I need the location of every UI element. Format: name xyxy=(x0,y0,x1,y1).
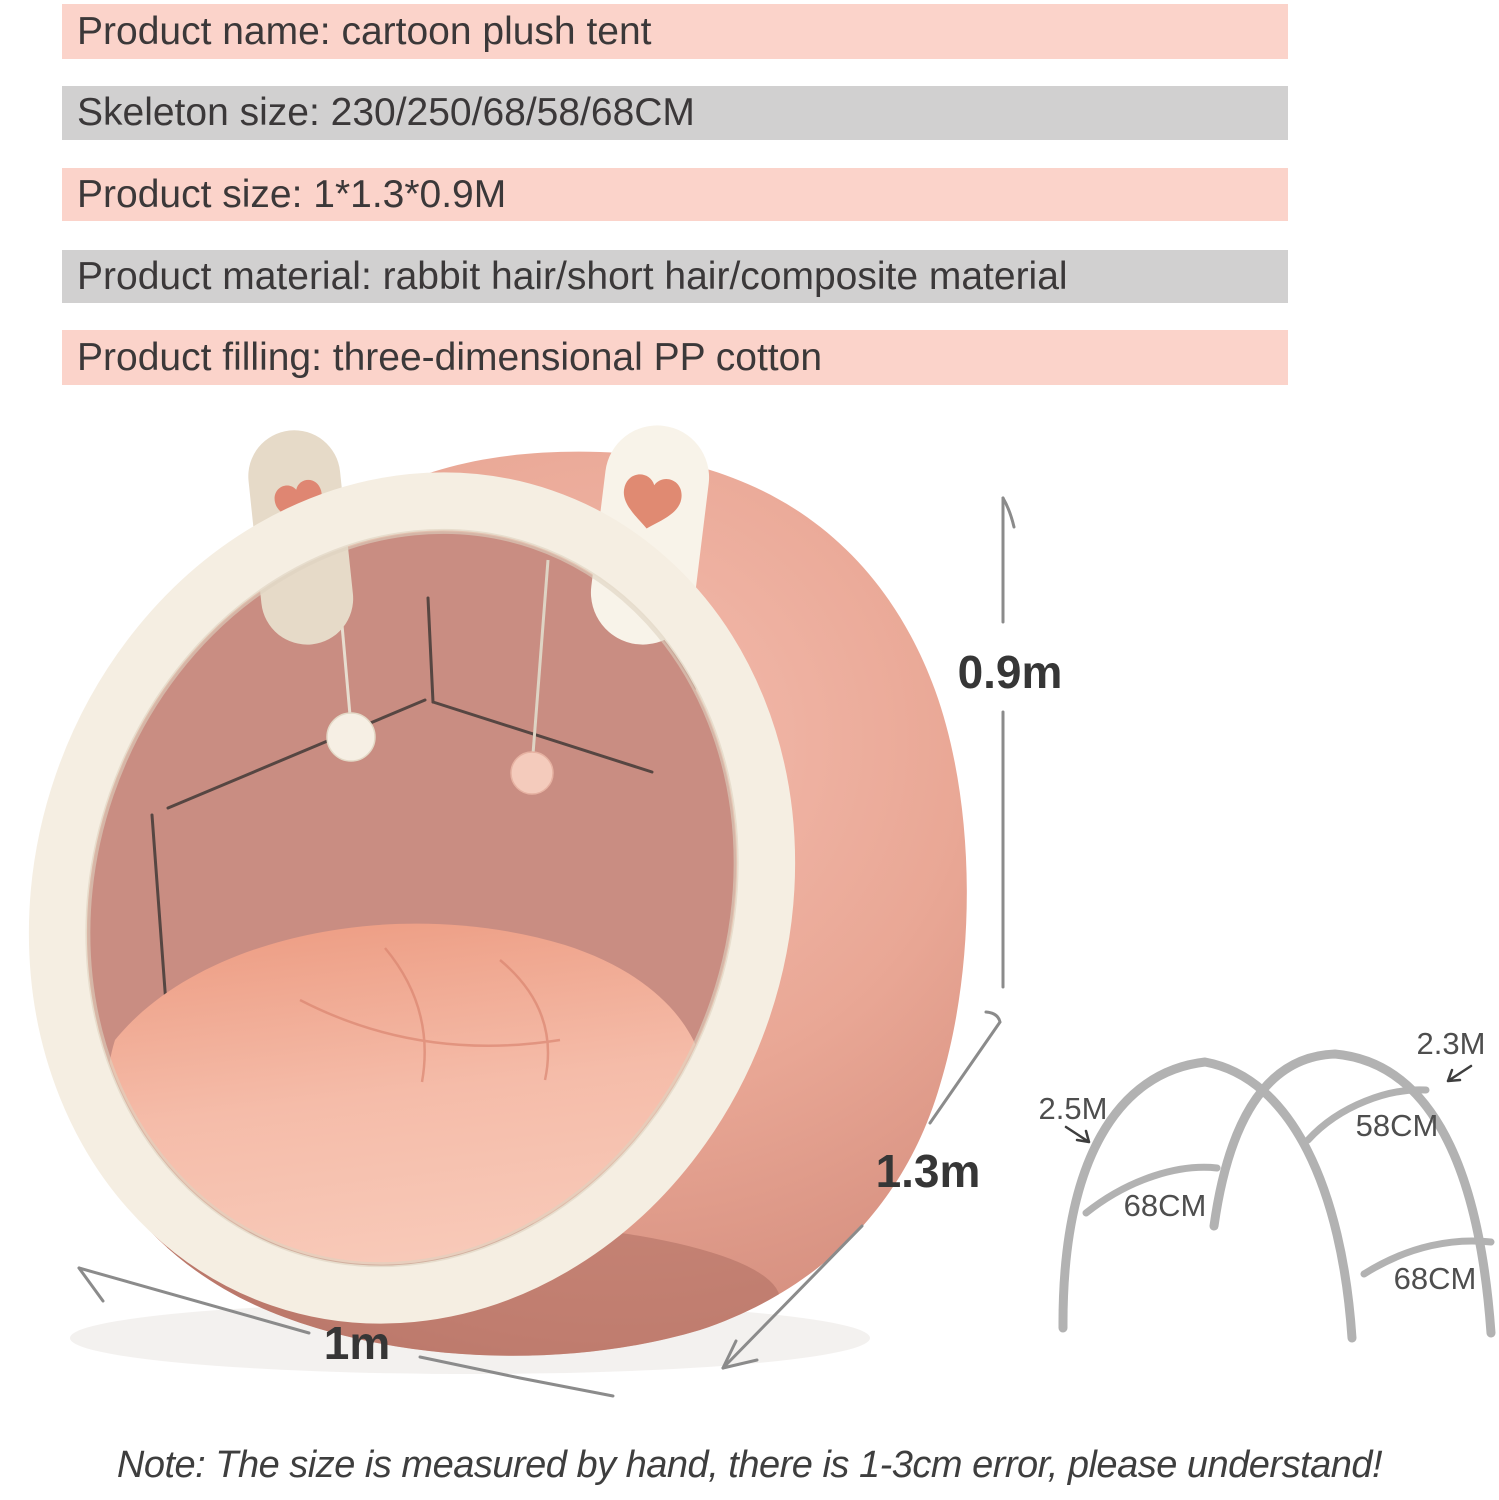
height-dimension-label: 0.9m xyxy=(957,646,1063,698)
top-rib-label: 58CM xyxy=(1355,1108,1439,1143)
spec-bar-label: Product name: cartoon plush tent xyxy=(77,9,652,53)
pompom-white xyxy=(327,713,375,761)
spec-bar-label: Skeleton size: 230/250/68/58/68CM xyxy=(77,91,695,134)
length-dimension-label: 1.3m xyxy=(875,1145,981,1197)
long-pole-label: 2.5M xyxy=(1038,1091,1108,1126)
width-dimension-label: 1m xyxy=(323,1317,391,1369)
measurement-note: Note: The size is measured by hand, there is 1-3cm error, please understand! xyxy=(116,1444,1383,1486)
right-rib-label: 68CM xyxy=(1393,1261,1477,1296)
skeleton-diagram xyxy=(1039,1026,1491,1338)
product-photo xyxy=(0,405,967,1392)
spec-bar-label: Product filling: three-dimensional PP cotton xyxy=(77,335,823,379)
height-arrow-tick xyxy=(1003,498,1014,527)
spec-bar-label: Product size: 1*1.3*0.9M xyxy=(77,172,507,216)
short-pole-label: 2.3M xyxy=(1416,1026,1486,1061)
left-rib-label: 68CM xyxy=(1123,1188,1207,1223)
pompom-pink xyxy=(511,752,553,794)
spec-bar-label: Product material: rabbit hair/short hair/composite material xyxy=(77,254,1068,298)
long-pole-pointer xyxy=(1066,1127,1089,1142)
short-pole-pointer xyxy=(1448,1066,1471,1081)
